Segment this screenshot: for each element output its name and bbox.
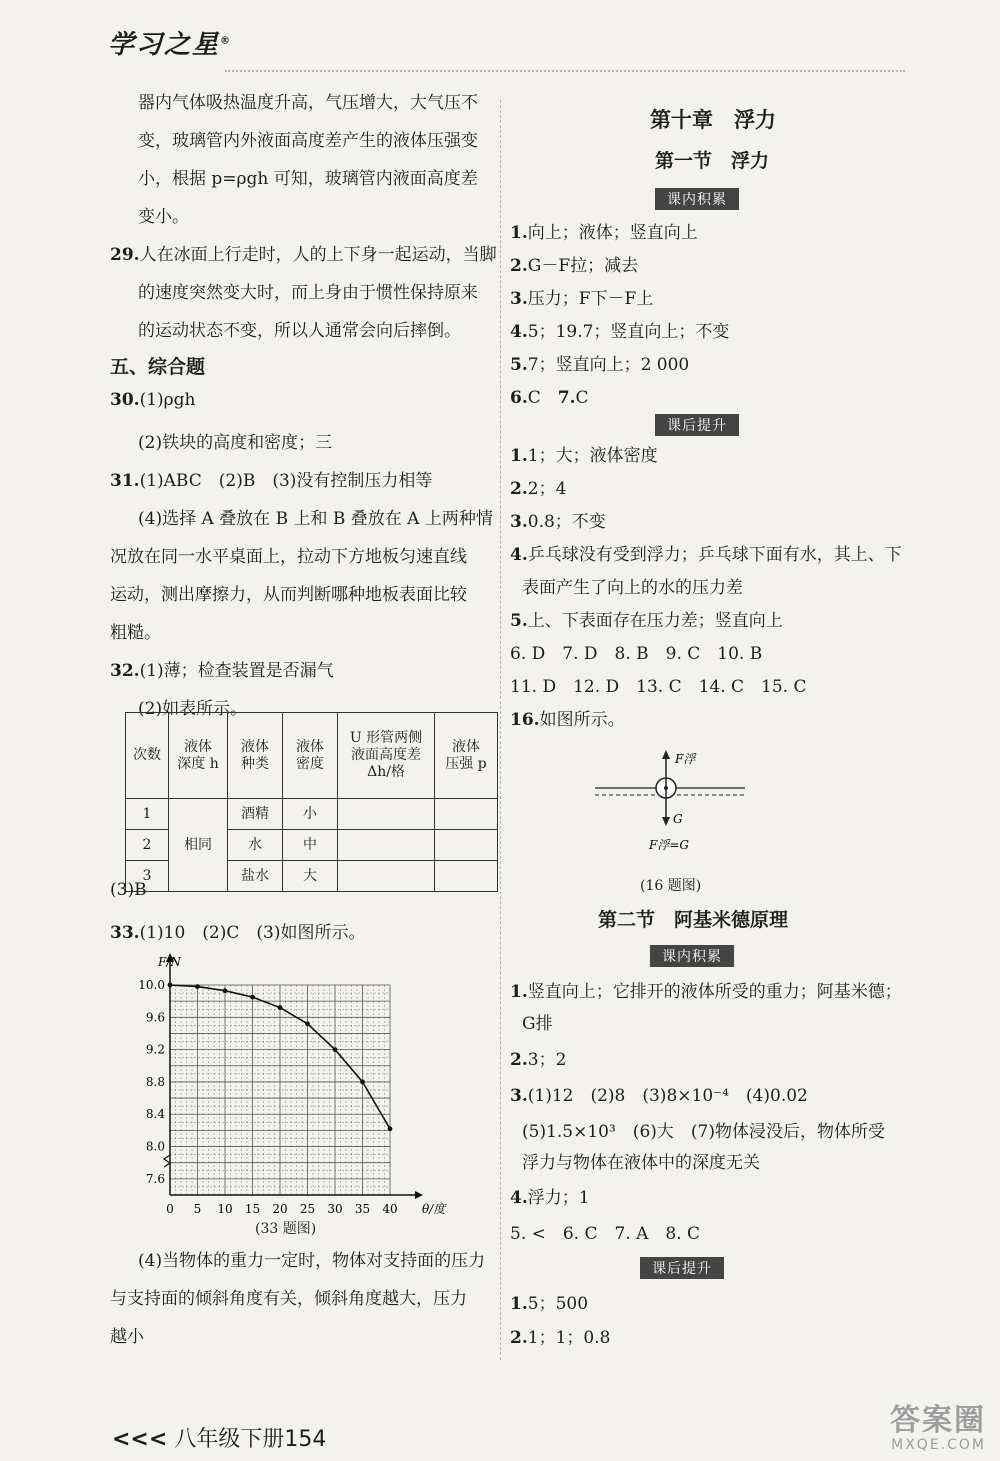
table-cell bbox=[435, 799, 498, 830]
force-angle-chart bbox=[125, 940, 446, 1230]
answer-line: 1.5；500 bbox=[510, 1294, 589, 1314]
chevrons-icon: <<< bbox=[112, 1427, 168, 1452]
answer-line: (5)1.5×10³ (6)大 (7)物体浸没后，物体所受 bbox=[522, 1122, 885, 1142]
data-point bbox=[360, 1080, 365, 1085]
section-title: 第二节 阿基米德原理 bbox=[598, 909, 789, 931]
x-tick-label: 10 bbox=[217, 1202, 233, 1216]
text-line: 的运动状态不变，所以人通常会向后摔倒。 bbox=[138, 321, 461, 341]
badge-in-class: 课内积累 bbox=[655, 188, 739, 210]
axis-break bbox=[164, 1155, 170, 1167]
x-tick-label: 15 bbox=[244, 1202, 261, 1216]
data-point bbox=[388, 1126, 393, 1131]
answer-line: 5.上、下表面存在压力差；竖直向上 bbox=[510, 611, 783, 631]
table-cell bbox=[338, 861, 435, 892]
x-tick-label: 40 bbox=[382, 1202, 398, 1216]
figure-caption: (16 题图) bbox=[640, 878, 702, 894]
data-point bbox=[305, 1021, 310, 1026]
y-tick-label: 7.6 bbox=[145, 1171, 165, 1186]
y-axis-label: F/N bbox=[158, 955, 181, 969]
table-cell: 盐水 bbox=[228, 861, 283, 892]
text-line: 变小。 bbox=[138, 207, 189, 227]
table-cell: 酒精 bbox=[228, 799, 283, 830]
buoyant-force-label: F浮 bbox=[675, 752, 696, 766]
table-cell: 大 bbox=[283, 861, 338, 892]
text-line: 粗糙。 bbox=[110, 623, 161, 643]
answer-line: G排 bbox=[522, 1014, 553, 1034]
answer-line: 16.如图所示。 bbox=[510, 710, 625, 730]
force-equation: F浮=G bbox=[649, 838, 689, 852]
table-cell: 小 bbox=[283, 799, 338, 830]
table-header: 次数 bbox=[126, 713, 169, 799]
header-rule bbox=[225, 70, 905, 72]
data-point bbox=[168, 983, 173, 988]
x-tick-label: 35 bbox=[354, 1202, 371, 1216]
x-axis-arrow bbox=[415, 1191, 423, 1199]
page-footer bbox=[112, 1422, 326, 1453]
data-point bbox=[250, 995, 255, 1000]
answer-line: 11. D 12. D 13. C 14. C 15. C bbox=[510, 677, 807, 697]
text-line: 器内气体吸热温度升高，气压增大，大气压不 bbox=[138, 93, 478, 113]
header-title: 学习之星® bbox=[108, 30, 233, 60]
watermark-url: MXQE.COM bbox=[891, 1437, 986, 1453]
answer-line: 2.3；2 bbox=[510, 1050, 567, 1070]
chapter-title: 第十章 浮力 bbox=[650, 108, 776, 132]
question-32: 32.(1)薄；检查装置是否漏气 bbox=[110, 661, 334, 681]
x-tick-label: 20 bbox=[272, 1202, 288, 1216]
data-point bbox=[333, 1047, 338, 1052]
answer-line: 3.(1)12 (2)8 (3)8×10⁻⁴ (4)0.02 bbox=[510, 1086, 808, 1106]
table-header: 液体 深度 h bbox=[169, 713, 228, 799]
table-cell: 1 bbox=[126, 799, 169, 830]
text-line: 运动，测出摩擦力，从而判断哪种地板表面比较 bbox=[110, 585, 467, 605]
table-cell: 3 bbox=[126, 861, 169, 892]
gravity-label: G bbox=[673, 812, 683, 826]
answer-line: 浮力与物体在液体中的深度无关 bbox=[522, 1153, 760, 1173]
y-tick-label: 9.6 bbox=[145, 1010, 165, 1025]
table-cell: 中 bbox=[283, 830, 338, 861]
table-cell bbox=[338, 830, 435, 861]
page-number: 154 bbox=[284, 1427, 327, 1452]
figure-caption: (33 题图) bbox=[255, 1221, 317, 1237]
table-cell: 水 bbox=[228, 830, 283, 861]
answer-line: 2.G－F拉；减去 bbox=[510, 256, 639, 276]
section-heading: 五、综合题 bbox=[110, 356, 206, 378]
table-header: 液体 密度 bbox=[283, 713, 338, 799]
question-30: 30.(1)ρgh bbox=[110, 390, 196, 410]
badge-in-class: 课内积累 bbox=[650, 945, 734, 967]
question-31: 31.(1)ABC (2)B (3)没有控制压力相等 bbox=[110, 471, 433, 491]
y-tick-label: 8.4 bbox=[145, 1107, 165, 1122]
question-33: 33.(1)10 (2)C (3)如图所示。 bbox=[110, 923, 366, 943]
answer-line: 1.向上；液体；竖直向上 bbox=[510, 223, 698, 243]
answer-line: 1.1；大；液体密度 bbox=[510, 446, 658, 466]
table-cell bbox=[435, 830, 498, 861]
text-line: 小，根据 p=ρgh 可知，玻璃管内液面高度差 bbox=[138, 169, 478, 189]
x-tick-label: 5 bbox=[193, 1202, 202, 1216]
text-line: (2)铁块的高度和密度；三 bbox=[138, 433, 333, 453]
y-tick-label: 10.0 bbox=[138, 978, 165, 992]
text-line: (4)当物体的重力一定时，物体对支持面的压力 bbox=[138, 1251, 486, 1271]
badge-after-class: 课后提升 bbox=[640, 1257, 724, 1279]
watermark bbox=[890, 1405, 986, 1453]
x-tick-label: 30 bbox=[327, 1202, 343, 1216]
answer-line: 表面产生了向上的水的压力差 bbox=[522, 578, 743, 598]
table-header: 液体 种类 bbox=[228, 713, 283, 799]
text-line: 越小 bbox=[110, 1327, 144, 1347]
badge-after-class: 课后提升 bbox=[655, 414, 739, 436]
y-tick-label: 8.8 bbox=[145, 1074, 165, 1089]
answer-line: 2.1；1；0.8 bbox=[510, 1328, 611, 1348]
data-point bbox=[278, 1005, 283, 1010]
text-line: (3)B bbox=[110, 880, 147, 900]
data-point bbox=[195, 984, 200, 989]
text-line: 变，玻璃管内外液面高度差产生的液体压强变 bbox=[138, 131, 478, 151]
data-point bbox=[223, 988, 228, 993]
column-divider bbox=[500, 100, 501, 1360]
x-axis-label: θ/度 bbox=[422, 1202, 446, 1216]
section-title: 第一节 浮力 bbox=[655, 150, 770, 172]
data-table bbox=[125, 712, 498, 892]
answer-line: 4.乒乓球没有受到浮力；乒乓球下面有水，其上、下 bbox=[510, 545, 902, 565]
answer-line: 5. < 6. C 7. A 8. C bbox=[510, 1224, 701, 1244]
answer-line: 6. D 7. D 8. B 9. C 10. B bbox=[510, 644, 763, 664]
watermark-title: 答案圈 bbox=[890, 1403, 986, 1438]
table-cell: 相同 bbox=[169, 799, 228, 892]
text-line: (4)选择 A 叠放在 B 上和 B 叠放在 A 上两种情 bbox=[138, 509, 493, 529]
text-line: 的速度突然变大时，而上身由于惯性保持原来 bbox=[138, 283, 478, 303]
table-header: U 形管两侧 液面高度差 Δh/格 bbox=[338, 713, 435, 799]
table-cell: 2 bbox=[126, 830, 169, 861]
answer-line: 4.浮力；1 bbox=[510, 1188, 590, 1208]
grade-label: 八年级下册 bbox=[174, 1427, 285, 1452]
text-line: 况放在同一水平桌面上，拉动下方地板匀速直线 bbox=[110, 547, 467, 567]
table-header: 液体 压强 p bbox=[435, 713, 498, 799]
arrow-head-up bbox=[662, 750, 670, 759]
text-line: 与支持面的倾斜角度有关，倾斜角度越大，压力 bbox=[110, 1289, 467, 1309]
answer-line: 2.2；4 bbox=[510, 479, 567, 499]
answer-line: 3.压力；F下－F上 bbox=[510, 289, 654, 309]
buoyancy-figure bbox=[585, 745, 755, 860]
x-tick-label: 25 bbox=[299, 1202, 316, 1216]
text-line: (2)如表所示。 bbox=[138, 699, 248, 719]
arrow-head-down bbox=[662, 817, 670, 826]
answer-line: 4.5；19.7；竖直向上；不变 bbox=[510, 322, 730, 342]
answer-line: 6.C 7.C bbox=[510, 388, 589, 408]
x-tick-label: 0 bbox=[166, 1202, 174, 1216]
answer-line: 3.0.8；不变 bbox=[510, 512, 606, 532]
y-tick-label: 9.2 bbox=[145, 1042, 165, 1057]
table-cell bbox=[435, 861, 498, 892]
table-cell bbox=[338, 799, 435, 830]
y-tick-label: 8.0 bbox=[145, 1139, 165, 1154]
answer-line: 5.7；竖直向上；2 000 bbox=[510, 355, 690, 375]
question-29: 29.人在冰面上行走时，人的上下身一起运动，当脚 bbox=[110, 245, 497, 265]
answer-line: 1.竖直向上；它排开的液体所受的重力；阿基米德； bbox=[510, 982, 902, 1002]
